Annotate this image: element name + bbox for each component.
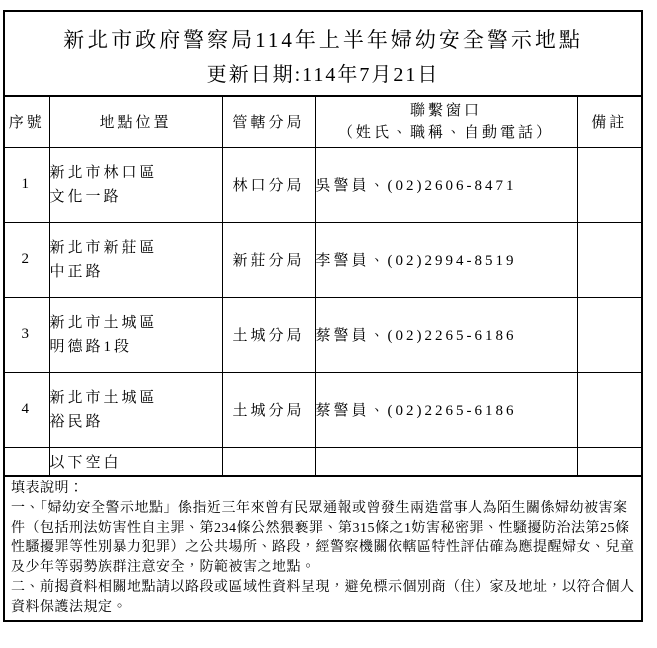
precinct-cell: 新莊分局: [222, 222, 315, 297]
location-line2: 裕民路: [49, 413, 104, 430]
table-row: [5, 297, 641, 372]
precinct-cell: 林口分局: [222, 147, 315, 222]
blank-filler-row: [5, 447, 641, 475]
location-cell: [49, 222, 222, 297]
serial-number-cell: 3: [5, 297, 49, 372]
warning-locations-table: [5, 97, 641, 475]
document-title: 新北市政府警察局114年上半年婦幼安全警示地點: [63, 28, 583, 52]
table-row: [5, 222, 641, 297]
contact-cell: 蔡警員、(02)2265-6186: [315, 372, 577, 447]
precinct-cell: 土城分局: [222, 297, 315, 372]
location-cell: [49, 297, 222, 372]
document-border-frame: [3, 10, 643, 622]
location-line1: 新北市土城區: [49, 389, 158, 406]
header-contact-window: [315, 97, 577, 147]
serial-number-cell: 4: [5, 372, 49, 447]
location-cell: [49, 372, 222, 447]
location-line1: 新北市新莊區: [49, 239, 158, 256]
note-line: 性騷擾罪等性別暴力犯罪）之公共場所、路段，經警察機關依轄區特性評估確為應提醒婦女、兒童: [11, 540, 635, 556]
precinct-cell: 土城分局: [222, 372, 315, 447]
contact-cell: [315, 447, 577, 475]
note-line: 一、「婦幼安全警示地點」係指近三年來曾有民眾通報或曾發生兩造當事人為陌生關係婦幼被害案: [11, 500, 628, 516]
header-serial-number: 序號: [5, 97, 49, 147]
note-line: 件（包括刑法妨害性自主罪、第234條公然猥褻罪、第315條之1妨害秘密罪、性騷擾防治法第25條: [11, 520, 630, 536]
header-location: 地點位置: [49, 97, 222, 147]
table-header-row: [5, 97, 641, 147]
serial-number-cell: [5, 447, 49, 475]
table-row: [5, 372, 641, 447]
location-line2: 文化一路: [49, 188, 122, 205]
contact-cell: 吳警員、(02)2606-8471: [315, 147, 577, 222]
note-line: 二、前揭資料相關地點請以路段或區域性資料呈現，避免標示個別商（住）家及地址，以符合個人: [11, 579, 635, 595]
header-precinct: 管轄分局: [222, 97, 315, 147]
serial-number-cell: 1: [5, 147, 49, 222]
remark-cell: [577, 372, 641, 447]
note-line: 資料保護法規定。: [11, 599, 127, 615]
note-line: 及少年等弱勢族群注意安全，防範被害之地點。: [11, 560, 316, 576]
remark-cell: [577, 222, 641, 297]
location-line2: 明德路1段: [49, 338, 133, 355]
remark-cell: [577, 447, 641, 475]
contact-cell: 李警員、(02)2994-8519: [315, 222, 577, 297]
notes-section: [5, 475, 641, 620]
remark-cell: [577, 147, 641, 222]
location-line1: 新北市土城區: [49, 314, 158, 331]
remark-cell: [577, 297, 641, 372]
contact-cell: 蔡警員、(02)2265-6186: [315, 297, 577, 372]
header-contact-line1: 聯繫窗口: [409, 102, 482, 119]
location-line1: 新北市林口區: [49, 164, 158, 181]
precinct-cell: [222, 447, 315, 475]
document-update-date: 更新日期:114年7月21日: [206, 64, 440, 86]
notes-heading: 填表說明：: [11, 481, 84, 496]
header-contact-line2: （姓氏、職稱、自動電話）: [337, 124, 554, 141]
table-row: [5, 147, 641, 222]
serial-number-cell: 2: [5, 222, 49, 297]
header-remark: 備註: [577, 97, 641, 147]
location-line2: 中正路: [49, 263, 104, 280]
document-title-block: [5, 12, 641, 97]
blank-filler-label: 以下空白: [49, 447, 222, 475]
location-cell: [49, 147, 222, 222]
